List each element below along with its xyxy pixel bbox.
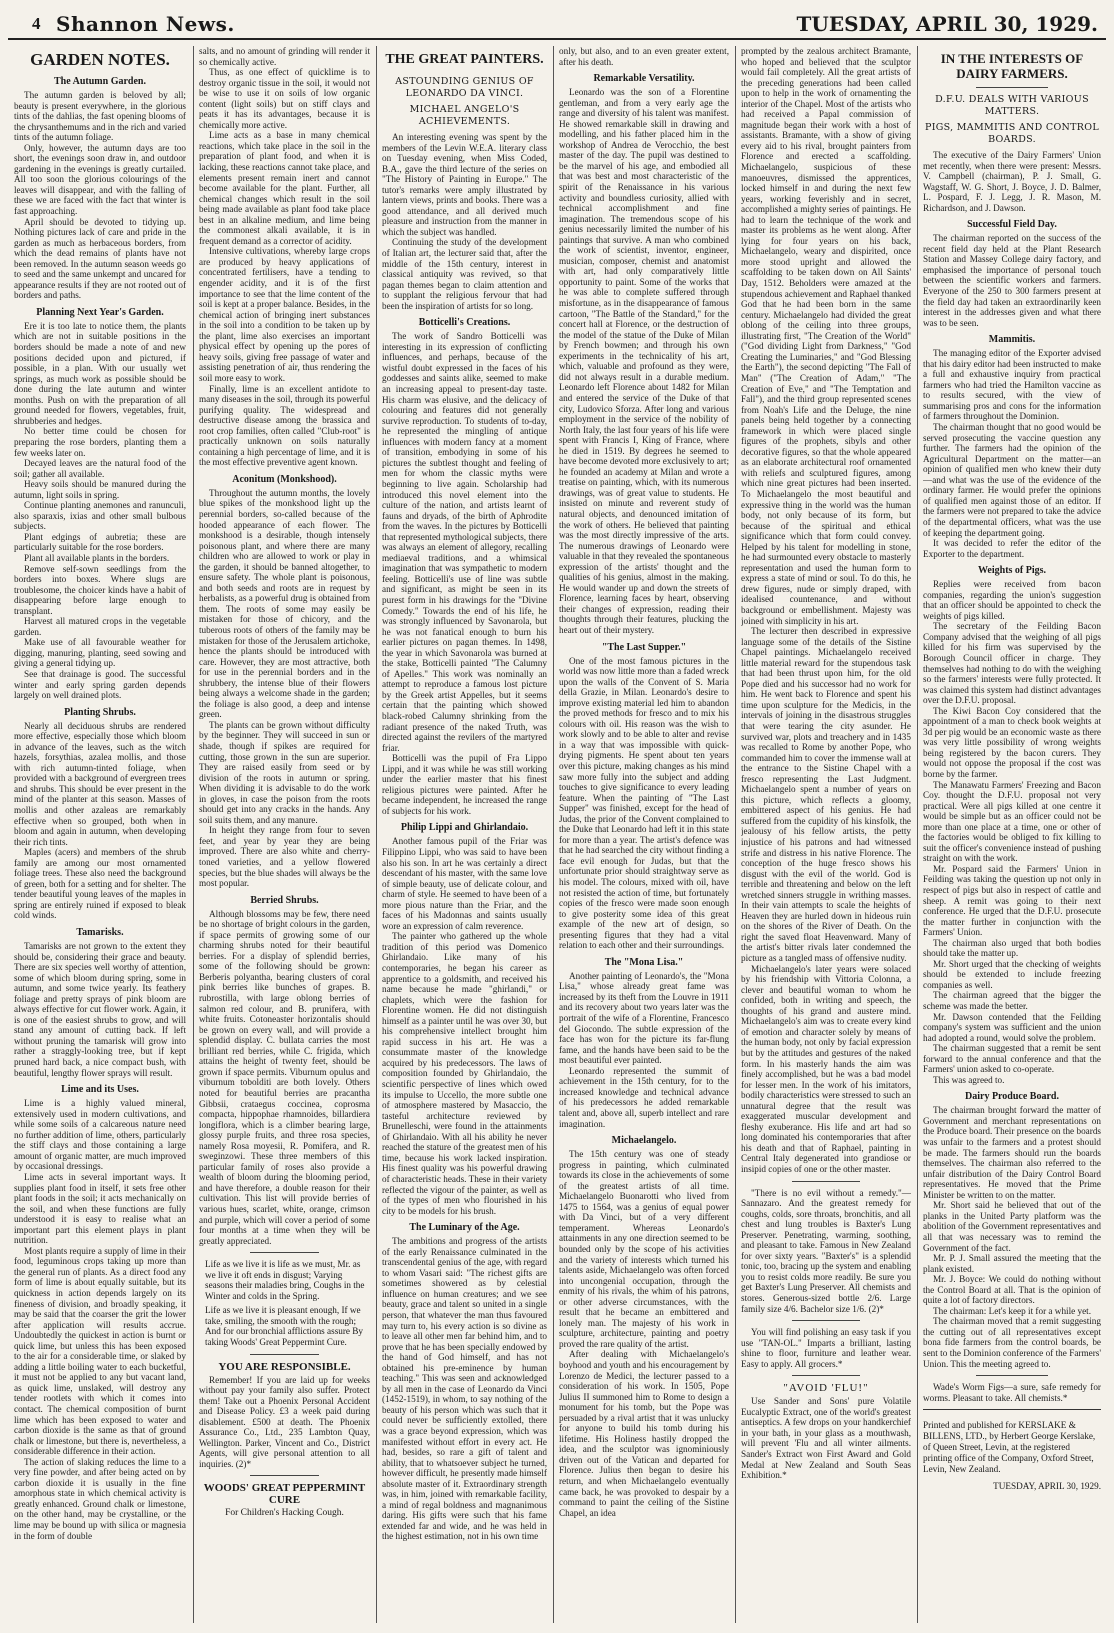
paragraph: Thus, as one effect of quicklime is to destroy organic tissue in the soil, it would not be wise to use it on soils of low organic content (light soils) but on stiff clays and peats it has its advantages, because it is chemically more active. [199, 67, 370, 130]
paragraph: The chairman suggested that a remit be sent forward to the annual conference and that the Farmers' union asked to co-operate. [923, 1043, 1101, 1075]
advert-heading: WOODS' GREAT PEPPERMINT CURE [203, 1482, 366, 1507]
paragraph: The chairman reported on the success of the recent field day held at the Plant Research Station and Massey College dairy factory, and emphasised the importance of personal touch between the scientific workers and farmers. Everyone of the 250 to 300 farmers present at the field day had taken an extraordinarily keen interest in the addresses given and what there was to be seen. [923, 233, 1101, 328]
paragraph: The chairman agreed that the bigger the scheme was made the better. [923, 990, 1101, 1012]
paragraph: prompted by the zealous architect Bramante, who hoped and believed that the sculptor would fail completely. All the great artists of the preceding generations had been called upon to help in the work of ornamenting the interior of the Chapel. Most of the artists who had received a Papal commission of magnitude began their work with a host of assistants. Bramante, with a show of giving every aid to his rival, brought painters from Florence and erected a scaffolding. Michaelangelo, suspicious of these manoeuvres, dismissed the apprentices, locked himself in and during the next few years, working feverishly and in secret, accomplished a mighty series of paintings. He had to learn the technique of the work and master its problems as he went along. After lying for four years on his back, Michaelangelo, weary and dispirited, once more stood upright and allowed the scaffolding to be taken down on All Saints' Day, 1512. Beholders were amazed at the stupendous achievement and Raphael thanked God that he had been born in the same century. Michaelangelo had divided the great oblong of the ceiling into three groups, illustrating first, "The Creation of the World" ("God dividing Light from Darkness," "God Creating the Luminaries," and "God Blessing the Earth"), the second depicting "The Fall of Man" ("The Creation of Adam," "The Creation of Eve," and "The Temptation and Fall"), and the third group represented scenes from Noah's Life and the Deluge, the nine panels being held together by a connecting framework in which were placed single figures of the prophets, sibyls and other decorative figures, so that the whole appeared as an elaborate architectural roof ornamented with reliefs and sculptured figures, among which nine great pictures had been inserted. To Michaelangelo the most beautiful and expressive thing in the world was the human body, not only because of its form, but because of the spiritual and ethical significance which that form could convey. Helped by his talent for modelling in stone, he had surmounted every obstacle to masterly representation and used the human form to express a state of mind or soul. To do this, he drew figures, nude or simply draped, with idealised countenance, and without background or embellishment. Majesty was joined with simplicity in his art. [741, 46, 911, 626]
paragraph: Throughout the autumn months, the lovely blue spikes of the monkshood light up the perennial borders, so-called because of the hooded appearance of each flower. The monkshood is a desirable, though intensely poisonous plant, and where there are many children who are allowed to work or play in the garden, it should be banned altogether, to ensure safety. The whole plant is poisonous, and both seeds and roots are in request by herbalists, as a powerful drug is obtained from them. The roots of some may easily be mistaken for those of chicory, and the tuberous roots of others of the family may be mistaken for those of the Jerusalem artichoke, hence the plants should be introduced with care. However, they are most attractive, both for use in the perennial borders and in the shrubbery, the intense blue of their flowers being always a welcome shade in the garden; the foliage is also good, a deep and intense green. [199, 487, 370, 720]
section-heading: Weights of Pigs. [977, 565, 1047, 577]
paragraph: Mr. Dawson contended that the Feilding company's system was sufficient and the union had adopted a round, would solve the problem. [923, 1011, 1101, 1043]
section-heading: Lime and its Uses. [61, 1084, 139, 1096]
article-subheading: D.F.U. DEALS WITH VARIOUS MATTERS. [935, 94, 1089, 117]
column-dairy-farmers [923, 46, 1101, 1625]
advert-text: Wade's Worm Figs—a sure, safe remedy for worms. Pleasant to take. All chemists.* [923, 1382, 1101, 1403]
paragraph: The chairman: Let's keep it for a while yet. [933, 1305, 1092, 1316]
section-heading: "The Last Supper." [601, 641, 687, 653]
section-heading: Dairy Produce Board. [965, 1091, 1059, 1103]
column-garden-notes-continued [199, 46, 370, 1625]
paragraph: The work of Sandro Botticelli was interesting in its expression of conflicting influences, and perhaps, because of the wistful doubt expressed in the faces of his goddesses and saints alike, seemed to make an increasing appeal to present-day taste. His charm was elusive, and the delicacy of colouring and features did not generally survive reproduction. To students of to-day, he represented the mingling of antique influences with modern fancy at a moment of transition, embodying in some of his pictures the subtlest thought and feeling of men for whom the classic myths were beginning to live again. Scholarship had introduced this novel element into the culture of the nation, and artists learnt of fauns and dryads, of the birth of Aphrodite from the waves. In the pictures by Botticelli that represented mythological subjects, there was always an element of allegory, recalling mediaeval traditions, and a whimsical imagination that was sympathetic to modern feeling. Botticelli's use of line was subtle and significant, as might be seen in its purest form in his drawings for the "Divine Comedy." Towards the end of his life, he was strongly influenced by Savonarola, but he was not fanatical enough to burn his earlier pictures on pagan themes. In 1498, the year in which Savonarola was burned at the stake, Botticelli painted "The Calumny of Apelles." This work was nominally an attempt to reproduce a famous lost picture by the Greek artist Appelles, but it seems certain that the painting which showed black-robed Calumny shrinking from the radiant presence of the naked Truth, was directed against the revilers of the martyred friar. [382, 331, 547, 753]
page-number: 4 [32, 14, 41, 33]
paragraph: Leonardo was the son of a Florentine gentleman, and from a very early age the range and diversity of his talent was manifest. He showed remarkable skill in drawing and modelling, and his father placed him in the workshop of Andrea de Verocchio, the best master of the day. The pupil was destined to be the marvel of his age, and embodied all that was best and most characteristic of the spirit of the Renaissance in his various activity and boundless curiosity, allied with technical accomplishment and fine imagination. The tremendous scope of his genius necessarily limited the number of his paintings that survive. A man who combined the work of scientist, inventor, engineer, musician, composer, chemist and anatomist with art, had only comparatively little opportunity to paint. Some of the works that he was able to complete suffered through misfortune, as in the disappearance of famous cartoon, "The Battle of the Standard," for the concert hall at Florence, or the destruction of the model of the statue of the Duke of Milan by French bowmen; and through his own experiments in the technicality of his art, which, valuable and profound as they were, did not always result in a durable medium. Leonardo left Florence about 1482 for Milan and entered the service of the Duke of that city, Ludovico Sforza. After long and various employment in the service of the nobility of North Italy, the last four years of his life were spent with Francis I, King of France, where he died in 1519. By degrees he seemed to have become devoted more exclusively to art; he founded an academy at Milan and wrote a treatise on painting, which, with its numerous drawings, was of great value to students. He insisted on minute and reverent study of natural objects, and denounced imitation of the work of others. He believed that painting was the most directly impressive of the arts. The numerous drawings of Leonardo were valuable in that they revealed the spontaneous expression of the artists' thought and the qualities of his genius, almost in the making. He would wander up and down the streets of Florence, learning faces by heart, observing their changes of expression, reading their thoughts through their features, plucking the heart out of their mystery. [559, 87, 729, 635]
paragraph: Mr. J. Boyce: We could do nothing without the Control Board at all. That is the opinion of quite a lot of factory directors. [923, 1274, 1101, 1306]
imprint-box [923, 1409, 1101, 1492]
article-subheading: MICHAEL ANGELO'S ACHIEVEMENTS. [409, 104, 520, 127]
advert-heading: YOU ARE RESPONSIBLE. [218, 1360, 351, 1373]
paragraph: Tamarisks are not grown to the extent they should be, considering their grace and beauty. There are six species well worthy of attention, some of which bloom during spring, some in autumn, and some twice yearly. Its feathery foliage and pretty sprays of pink bloom are always effective for cut flower work. Again, it is one of the easiest shrubs to grow, and will stand any amount of cutting back. If left without pruning the tamarisk will grow into rather a straggly-looking tree, but if kept pruned hard back, a nice compact bush, with beautiful, lengthy flower sprays will result. [14, 941, 186, 1078]
paragraph: The plants can be grown without difficulty by the beginner. They will succeed in sun or shade, though if spikes are required for cutting, those grown in the sun are superior. They are raised easily from seed or by division of the roots in autumn or spring. When dividing it is advisable to do the work in gloves, in case the poison from the roots should get into any cracks in the hands. Any soil suits them, and any manure. [199, 719, 370, 825]
paragraph: Intensive cultivations, whereby large crops are produced by heavy applications of concentrated fertilisers, have a tending to engender acidity, and it is of the first importance to see that the lime content of the soil is kept at a proper balance. Besides, in the chemical action of bringing inert substances in the soil into a condition to be taken up by the plant, lime also exercises an important physical effect by opening up the pores of heavy soils, giving free passage of water and assisting penetration of air, thus rendering the soil more easy to work. [199, 246, 370, 383]
paragraph: The chairman brought forward the matter of Government and merchant representations on the Produce board. Their presence on the boards was unfair to the farmers and a protest should be made. The farmers should run the boards themselves. The chairman also referred to the unfair distribution of the Dairy Control Board representatives. He moved that the Prime Minister be written to on the matter. [923, 1105, 1101, 1200]
paragraph: One of the most famous pictures in the world was now little more than a faded wreck upon the walls of the Convent of S. Maria della Grazie, in Milan. Leonardo's desire to improve existing material led him to abandon the proved methods for fresco and to mix his colours with oil. His reason was the wish to work slowly and to be able to alter and revise in a way that was impossible with quick-drying pigments. He spent about ten years over this picture, making changes as his mind saw more fully into the subject and adding touches to give significance to every leading feature. When the painting of "The Last Supper" was finished, except for the head of Judas, the prior of the Convent complained to the Duke that Leonardo had left it in this state for more than a year. The artist's defence was that he had searched the city without finding a face evil enough for Judas, but that the unfortunate prior should straightway serve as his model. The colours, mixed with oil, have not resisted the action of time, but fortunately copies of the fresco were made soon enough to give posterity some idea of this great example of the new art of design, so presenting figures that they had a vital relation to each other and their surroundings. [559, 655, 729, 951]
divider [792, 1181, 860, 1182]
paragraph: Botticelli was the pupil of Fra Lippo Lippi, and it was while he was still working under the earlier master that his finest religious pictures were painted. After he became independent, he increased the range of subjects for his work. [382, 753, 547, 816]
section-heading: Philip Lippi and Ghirlandaio. [400, 822, 529, 834]
paragraph: Lime acts as a base in many chemical reactions, which take place in the soil in the preparation of plant food, and when it is lacking, these reactions cannot take place, and elements present remain inert and cannot become available for the plant. Further, all chemical changes which result in the soil being made available as plant food take place best in an alkaline medium, and lime being the commonest alkali available, it is in frequent demand as a corrector of acidity. [199, 130, 370, 246]
divider [250, 1354, 318, 1355]
section-heading: Remarkable Versatility. [593, 73, 695, 85]
column-garden-notes [14, 46, 186, 1625]
paragraph: Mr. P. J. Small assured the meeting that the plank existed. [923, 1253, 1101, 1274]
article-subheading: ASTOUNDING GENIUS OF LEONARDO DA VINCI. [395, 76, 534, 99]
paragraph: It was decided to refer the editor of the Exporter to the department. [923, 538, 1101, 559]
section-heading: Mammitis. [988, 334, 1036, 346]
section-heading: Successful Field Day. [967, 219, 1057, 231]
paragraph: Remove self-sown seedlings from the borders into boxes. Where slugs are troublesome, the choicer kinds have a habit of disappearing before large enough to transplant. [14, 563, 186, 616]
paragraph: April should be devoted to tidying up. Nothing pictures lack of care and pride in the garden as much as herbaceous borders, from which the dead remains of plants have not been removed. In the autumn season weeds go to seed and the same unkempt and uncared for appearance results if they are not rooted out of borders and paths. [14, 216, 186, 301]
paragraph: Finally, lime is an excellent antidote to many diseases in the soil, through its powerful purifying quality. The widespread and destructive disease among the brassica and root crop families, often called "Club-root" is practically unknown on soils naturally containing a high percentage of lime, and it is the most effective preventive agent known. [199, 383, 370, 468]
advert-text: Use Sander and Sons' pure Volatile Eucalyptic Extract, one of the world's greatest antiseptics. A few drops on your handkerchief in your bath, in your glass as a mouthwash, will prevent 'Flu and all winter ailments. Sander's Extract won First Award and Gold Medal at New Zealand and South Seas Exhibition.* [741, 1396, 911, 1481]
divider [792, 1375, 860, 1376]
paragraph: Another famous pupil of the Friar was Filippino Lippi, who was said to have been also his son. In art he was certainly a direct descendant of his master, with the same love of simple beauty, use of delicate colour, and charm of style. He seemed to have been of a more pious nature than the Friar, and the faces of his Madonnas and saints usually wore an expression of calm reverence. [382, 836, 547, 931]
paragraph: Another painting of Leonardo's, the "Mona Lisa," whose already great fame was increased by its theft from the Louvre in 1911 and its recovery about two years later was the portrait of the wife of a Florentine, Francesco del Giocondo. The subtle expression of the face has won for the picture its far-flung fame, and the hands have been said to be the most beautiful ever painted. [559, 970, 729, 1066]
paragraph: only, but also, and to an even greater extent, after his death. [559, 46, 729, 67]
paragraph: salts, and no amount of grinding will render it so chemically active. [199, 46, 370, 67]
paragraph: The autumn garden is beloved by all; beauty is present everywhere, in the glorious tints of the dahlias, the fast opening blooms of the chrysanthemums and in the rich and varied tints of the autumn foliage. [14, 90, 186, 143]
section-heading: Planning Next Year's Garden. [36, 306, 164, 318]
divider [250, 1475, 318, 1476]
divider [792, 1320, 860, 1321]
paragraph: After dealing with Michaelangelo's boyhood and youth and his encouragement by Lorenzo de Medici, the lecturer passed to a consideration of his work. In 1505, Pope Julius II summoned him to Rome to design a monument for his tomb, but the Pope was persuaded by a rival artist that it was unlucky for anyone to build his tomb during his lifetime. His Holiness hastily dropped the idea, and the sculptor was ignominiously driven out of the Vatican and departed for Florence. Julius then began to desire his return, and when Michaelangelo eventually came back, he was provoked to despair by a command to paint the ceiling of the Sistine Chapel, an idea [559, 1349, 729, 1518]
advert-heading: "AVOID 'FLU!" [783, 1382, 869, 1395]
paragraph: The secretary of the Feilding Bacon Company advised that the weighing of all pigs killed for his firm was supervised by the Borough Council officer in charge. They themselves had nothing to do with the weighing so the farmers' interests were fully protected. It was claimed this system had distinct advantages over the D.F.U. proposal. [923, 621, 1101, 706]
divider [976, 87, 1047, 88]
advert-verse: Life as we live it is life as we must, Mr. as we live it oft ends in disgust; Varying seasons their maladies bring, Coughs in the Winter and colds in the Spring. [205, 1259, 365, 1301]
section-heading: The "Mona Lisa." [604, 956, 684, 968]
section-heading: Planting Shrubs. [64, 706, 136, 718]
issue-date: TUESDAY, APRIL 30, 1929. [796, 12, 1098, 36]
article-title: IN THE INTERESTS OF DAIRY FARMERS. [940, 51, 1084, 81]
advert-verse: Life as we live it is pleasant enough, If we take, smiling, the smooth with the rough; And for our bronchial afflictions assure By taking Woods' Great Peppermint Cure. [205, 1305, 364, 1347]
paragraph: Plant all available plants in the borders. [24, 552, 170, 563]
advert-subheading: For Children's Hacking Cough. [225, 1508, 344, 1519]
paragraph: Heavy soils should be manured during the autumn, light soils in spring. [14, 479, 186, 500]
paragraph: Lime acts in several important ways. It supplies plant food in itself, it sets free other plant foods in the soil; it acts mechanically on the soil, and when these functions are fully understood it is easy to realise what an important part this element plays in plant nutrition. [14, 1171, 186, 1246]
paragraph: Plant edgings of aubretia; these are particularly suitable for the rose borders. [14, 531, 186, 553]
column-great-painters-continued [559, 46, 729, 1625]
column-rule [917, 46, 918, 1623]
article-subheading: PIGS, MAMMITIS AND CONTROL BOARDS. [925, 122, 1099, 145]
paragraph: Make use of all favourable weather for digging, manuring, planting, seed sowing and giving a general tidying up. [14, 637, 186, 669]
divider [250, 1252, 318, 1253]
paragraph: The Manawatu Farmers' Freezing and Bacon Coy. thought the D.F.U. proposal not very practical. Were all pigs killed at one centre it would be simple but as an officer could not be more than one place at a time, one or other of the factories would be obliged to fix killing to suit the officer's convenience instead of pushing straight on with the work. [923, 779, 1101, 864]
section-heading: Aconitum (Monkshood). [232, 473, 337, 485]
paragraph: See that drainage is good. The successful winter and early spring garden depends largely on well drained plots. [14, 668, 186, 701]
paragraph: The chairman moved that a remit suggesting the cutting out of all representatives except bona fide farmers from the control boards, be sent to the Dominion conference of the Farmers' Union. This the meeting agreed to. [923, 1316, 1101, 1369]
paragraph: The Kiwi Bacon Coy considered that the appointment of a man to check book weights at 3d per pig would be an economic waste as there was very little possibility of wrong weights being registered by the bacon curers. They would not oppose the proposal if the cost was borne by the farmer. [923, 705, 1101, 779]
section-heading: Botticelli's Creations. [418, 317, 511, 329]
column-rule [193, 46, 194, 1623]
section-heading: The Luminary of the Age. [409, 1222, 520, 1234]
paragraph: The lecturer then described in expressive language some of the details of the Sistine Chapel paintings. Michaelangelo received little material reward for the stupendous task that had been thrust upon him, for the old Pope died and his successor had no work for him. He went back to Florence and spent his time upon sculpture for the Medicis, in the intervals of joining in the disastrous struggles that were tearing the city asunder. He survived war, plots and treachery and in 1435 was recalled to Rome by another Pope, who commanded him to cover the immense wall at the entrance to the Sistine Chapel with a fresco representing the Last Judgment. Michaelangelo spent a number of years on this picture, which reflects a gloomy, embittered aspect of his genius. He had suffered from the cupidity of his kinsfolk, the jealousy of his fellow artists, the petty injustice of his patrons and had witnessed strife and distress in his native Florence. The conception of the huge fresco shows his disgust with the evil of the world. God is terrible and threatening and below on the left wretched sinners struggle in writhing masses. In their vain attempts to scale the heights of Heaven they are hurled down in hideous ruin on the shores of the River of Death. On the right the saved float Heavenward. Many of the artist's bitter rivals later condemned the picture as a tangled mass of offensive nudity. [741, 626, 911, 964]
paragraph: This was agreed to. [933, 1074, 1005, 1085]
column-great-painters [382, 46, 547, 1625]
paragraph: Mr. Short urged that the checking of weights should be extended to include freezing companies as well. [923, 958, 1101, 990]
paragraph: The 15th century was one of steady progress in painting, which culminated towards its close in the achievements of some of the greatest artists of all time. Michaelangelo Buonarotti who lived from 1475 to 1564, was a genius of equal power with Da Vinci, but of a very different temperament. Whereas Leonardo's attainments in any one direction seemed to be bounded only by the scope of his activities and the variety of interests which turned his talents aside, Michaelangelo was often forced into uncongenial occupation, through the enmity of his rivals, the whim of his patrons, or other adverse circumstances, with the result that he became an embittered and lonely man. The majesty of his work in sculpture, architecture, painting and poetry proved the rare quality of the artist. [559, 1149, 729, 1349]
paragraph: Although blossoms may be few, there need be no shortage of bright colours in the garden, if space permits of growing some of our charming shrubs noted for their beautiful berries. For a display of splendid berries, some of the following should be grown: Berberis polyantha, bearing clusters of coral pink berries like bunches of grapes. B. rubrostilla, with large oblong berries of salmon red colour, and B. prunifera, with white fruits. Cotoneaster horizontalis should be grown on every wall, and will provide a splendid display. C. bullata carries the most brilliant red berries, while C. frigida, which attains the height of twenty feet, should be grown if space permits. Viburnum opulus and viburnum tobolditi are both lovely. Others noted for beautiful berries are pracantha Gibbsii, crataegus coccinea, coprosma compacta, hippophae rhamnoides, billardiera longiflora, which is a climber bearing large, glossy purple fruits, and three rosa species, namely Rosa moyesii, R. Pomifera, and R. sweginzowi. These three members of this particular family of roses also provide a wealth of bloom during the blooming period, and have therefore, a double reason for their cultivation. This list will provide berries of various hues, scarlet, white, orange, crimson and purple, which will cover a period of some four months at a time when they will be greatly appreciated. [199, 908, 370, 1246]
advert-text: "There is no evil without a remedy."—Sannazaro. And the greatest remedy for coughs, colds, sore throats, bronchitis, and all chest and lung troubles is Baxter's Lung Preserver. Penetrating, warming, soothing, and pleasant to take. Famous in New Zealand for over sixty years. "Baxter's" is a splendid tonic, too, bracing up the system and enabling you to resist colds more readily. Be sure you get Baxter's Lung Preserver. All chemists and stores. Generous-sized bottle 2/6. Large family size 4/6. Bachelor size 1/6. (2)* [741, 1187, 911, 1314]
paragraph: The chairman thought that no good would be served prosecuting the vaccine question any further. The farmers had the opinion of the Agricultural Department on the matter—an opinion of qualified men who knew their duty—and what was the use of the evidence of the ordinary farmer. He would prefer the opinions of qualified men against those of an editor. If the farmers were not prepared to take the advice of the departmental officers, what was the use of keeping the department going. [923, 422, 1101, 538]
column-rule [553, 46, 554, 1623]
column-great-painters-end [741, 46, 911, 1625]
paragraph: The managing editor of the Exporter advised that his dairy editor had been instructed to make a full and exhaustive inquiry from practical farmers who had tried the Hamilton vaccine as to results secured, with the view of summarising pros and cons for the information of farmers throughout the Dominion. [923, 348, 1101, 422]
section-heading: Tamarisks. [76, 927, 124, 939]
paragraph: Mr. Short said he believed that out of the planks in the United Party platform was the abolition of the Government representatives and all that was necessary was to remind the Government of the fact. [923, 1200, 1101, 1253]
paragraph: Michaelangelo's later years were solaced by his friendship with Vittoria Colonna, a clever and beautiful woman to whom he confided, both in writing and speech, the thoughts of his grand and austere mind. Michaelangelo's aim was to create every kind of emotion and character solely by means of the human body, not only by facial expression but by the attitudes and gestures of the naked form. In his masterly hands the aim was finely accomplished, but he was a bad model for lesser men. In the work of his imitators, bodily characteristics were stressed to such an unnatural degree that the result was exaggerated muscular development and fleshy exuberance. His life and art had so long dominated his contemporaries that after his death and that of Raphael, painting in Central Italy degenerated into grandiose or insipid copies of one or the other master. [741, 963, 911, 1174]
paragraph: Mr. Pospard said the Farmers' Union in Feilding was taking the question up not only in respect of pigs but also in respect of cattle and sheep. A remit was going to their next conference. He urged that the D.F.U. prosecute the matter further in conjunction with the Farmers' Union. [923, 863, 1101, 938]
paragraph: Maples (acers) and members of the shrub family are among our most ornamented foliage trees. These also need the background of green, both for a setting and for shelter. The tender beautiful young leaves of the maples in spring are entirely ruined if exposed to bleak cold winds. [14, 847, 186, 921]
paragraph: The ambitions and progress of the artists of the early Renaissance culminated in the transcendental genius of the age, with regard to whom Vasari said: "The richest gifts are sometimes showered as by celestial influence on human creatures; and we see beauty, grace and talent so united in a single person, that whatever the man thus favoured may turn to, his every action is so divine as to leave all other men far behind him, and to prove that he has been specially endowed by the hand of God himself, and has not obtained his pre-eminence by human teaching." This was seen and acknowledged by all men in the case of Leonardo da Vinci (1452-1519), in whom, to say nothing of the beauty of his person which was such that it could never be sufficiently extolled, there was a grace beyond expression, which was manifested without effort in every act. He had, besides, so rare a gift of talent and ability, that to whatsoever subject he turned, however difficult, he presently made himself absolute master of it. Extraordinary strength was, in him, joined with remarkable facility, a mind of regal boldness and magnanimous daring. His gifts were such that his fame extended far and wide, and he was held in the highest estimation, not in his own time [382, 1236, 547, 1542]
paragraph: Ere it is too late to notice them, the plants which are not in suitable positions in the borders should be made a note of and new positions decided upon and pictured, if possible, in a plan. With our usually wet springs, as much work as possible should be done during the late autumn and winter months. Push on with the preparation of all ground needed for flowers, vegetables, fruit, shrubberies and hedges. [14, 320, 186, 426]
section-heading: Michaelangelo. [611, 1135, 677, 1147]
paragraph: Lime is a highly valued mineral, extensively used in modern cultivations, and while some soils of a calcareous nature need no further addition of lime, others, particularly the stiff clays and those containing a large amount of organic matter, are much improved by occasional dressings. [14, 1098, 186, 1172]
paragraph: No better time could be chosen for preparing the rose borders, planting them a few weeks later on. [14, 426, 186, 458]
advert-text: You will find polishing an easy task if you use "TAN-OL." Imparts a brilliant, lasting shine to floor, furniture and leather wear. Easy to apply. All grocers.* [741, 1327, 911, 1369]
paragraph: Harvest all matured crops in the vegetable garden. [14, 616, 186, 637]
article-title: GARDEN NOTES. [30, 50, 170, 69]
paragraph: Only, however, the autumn days are too short, the evenings soon draw in, and outdoor gardening in the evenings is greatly curtailed. All too soon the glorious colourings of the leaves will disappear, and with the falling of these we are faced with the fact that winter is fast approaching. [14, 142, 186, 217]
paragraph: The executive of the Dairy Farmers' Union met recently, when there were present: Messrs. V. Campbell (chairman), P. J. Small, G. Wagstaff, W. G. Short, J. Boyce, J. D. Balmer, L. Pospard, F. J. Legg, J. R. Mason, M. Richardson, and J. Dawson. [923, 150, 1101, 213]
divider [976, 1375, 1047, 1376]
section-heading: The Autumn Garden. [54, 76, 146, 87]
paragraph: Most plants require a supply of lime in their food, leguminous crops taking up more than the general run of plants. As a direct food any form of lime is about equally suitable, but its quickness in action depends largely on its fineness of division, and broadly speaking, it may be said that the coarser the grit the lower after application will results accrue. Undoubtedly the quickest in action is burnt or quick lime, but unless this has been exposed to the air for a considerable time, or slaked by adding a little boiling water to each bucketful, it must not be applied to any but vacant land, as quick lime, unslaked, will destroy any tender rootlets with which it comes into contact. The chemical composition of burnt lime which has been exposed to water and carbon dioxide is the same as that of ground chalk or limestone, but there is, nevertheless, a considerable difference in their action. [14, 1245, 186, 1457]
paragraph: Nearly all deciduous shrubs are rendered more effective, especially those which bloom in advance of the leaves, such as the witch hazels, forsythias, azalea mollis, and those with rich autumn-tinted foliage, when provided with a background of evergreen trees and shrubs. This should be ever present in the mind of the planter at this season. Masses of mollis and other azaleas are remarkably effective when so grouped, both when in bloom and again in autumn, when developing their rich tints. [14, 720, 186, 847]
column-rule [735, 46, 736, 1623]
paragraph: Replies were received from bacon companies, regarding the union's suggestion that an officer should be appointed to check the weights of pigs killed. [923, 579, 1101, 621]
paper-name: Shannon News. [56, 12, 235, 36]
paragraph: The action of slaking reduces the lime to a very fine powder, and after being acted on by carbon dioxide it is usually in the fine amorphous state in which chemical activity is greatly enhanced. Ground chalk or limestone, on the other hand, may be crystalline, or the lime may be bound up with silica or magnesia in the form of double [14, 1456, 186, 1541]
imprint-text: Printed and published for KERSLAKE & BILLENS, LTD., by Herbert George Kerslake, of Queen Street, Levin, at the registered printing office of the Company, Oxford Street, Levin, New Zealand. [923, 1420, 1096, 1475]
section-heading: Berried Shrubs. [250, 894, 319, 906]
masthead [8, 10, 1106, 40]
advert-text: Remember! If you are laid up for weeks without pay your family also suffer. Protect them! Take out a Phoenix Personal Accident and Disease Policy. £3 a week paid during disablement. £500 at death. The Phoenix Assurance Co., Ltd., 235 Lambton Quay, Wellington. Parker, Vincent and Co., District Agents, will give personal attention to all inquiries. (2)* [199, 1374, 370, 1469]
paragraph: The chairman also urged that both bodies should take the matter up. [923, 937, 1101, 959]
paragraph: In height they range from four to seven feet, and year by year they are being improved. There are also white and cherry-toned varieties, and a yellow flowered species, but the blue shades will always be the most popular. [199, 825, 370, 889]
imprint-date: TUESDAY, APRIL 30, 1929. [993, 1481, 1101, 1492]
article-title: THE GREAT PAINTERS. [385, 52, 544, 67]
paragraph: Leonardo represented the summit of achievement in the 15th century, for to the increased knowledge and technical advance of his predecessors he added remarkable talent and, above all, superb intellect and rare imagination. [559, 1065, 729, 1129]
paragraph: Decayed leaves are the natural food of the soil; gather all available. [14, 458, 186, 479]
paragraph: An interesting evening was spent by the members of the Levin W.E.A. literary class on Tuesday evening, when Miss Coded, B.A., gave the third lecture of the series on "The History of Painting in Europe." The tutor's remarks were amply illustrated by lantern views, prints and books. There was a good attendance, and all derived much pleasure and instruction from the manner in which the subject was handled. [382, 132, 547, 237]
paragraph: Continue planting anemones and ranunculi, also sparaxis, ixias and other small bulbous subjects. [14, 500, 186, 532]
column-rule [376, 46, 377, 1623]
paragraph: The painter who gathered up the whole tradition of this period was Domenico Ghirlandaio. Like many of his contemporaries, he began his career as apprentice to a goldsmith, and received his name because he made "ghirlandi," or chaplets, which were the fashion for Florentine women. He did not distinguish himself as a painter until he was over 30, but his comprehensive intellect brought him rapid success in his art. He was a consummate master of the knowledge acquired by his predecessors. The laws of composition founded by Ghirlandaio, the scientific perspective of lines which owed its impulse to Uccello, the more subtle one of atmosphere mastered by Masaccio, the tasteful architecture reviewed by Brunelleschi, were found in the attainments of Ghirlandaio. With all his ability he never reached the stature of the greatest men of his time, because his work lacked inspiration. His finest quality was his powerful drawing of characteristic heads. These in their variety reflected the vigour of the painter, as well as of the types of men who flourished in his city to be models for his brush. [382, 931, 547, 1216]
paragraph: Continuing the study of the development of Italian art, the lecturer said that, after the middle of the 15th century, interest in classical antiquity was revived, so that pagan themes began to claim attention and to supplant the religious fervour that had been the inspiration of artists for so long. [382, 237, 547, 311]
